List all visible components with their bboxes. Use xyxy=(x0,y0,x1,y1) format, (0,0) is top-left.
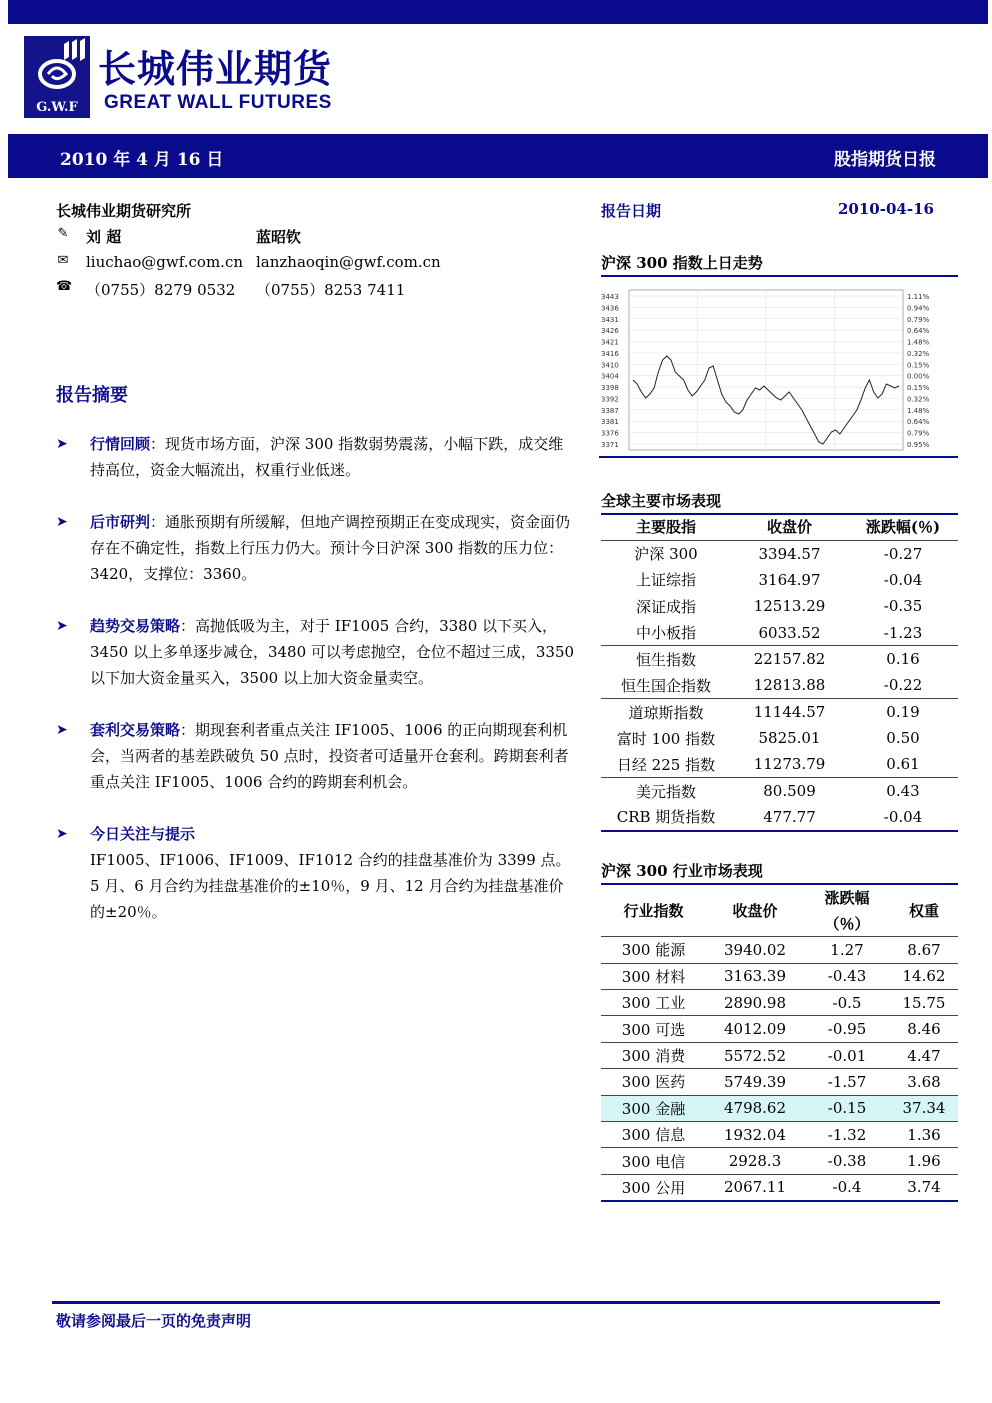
weight-value: 3.74 xyxy=(890,1174,958,1200)
author-email-2[interactable]: lanzhaoqin@gwf.com.cn xyxy=(256,253,441,271)
change-value: 0.43 xyxy=(848,778,958,804)
table-row xyxy=(601,990,958,1016)
y-tick-label-right: 0.95% xyxy=(907,441,930,449)
y-tick-label-right: 0.15% xyxy=(907,384,930,393)
abstract-item-arbitrage-strategy xyxy=(56,717,578,795)
table-row xyxy=(601,1095,958,1121)
title-bar xyxy=(8,134,988,178)
index-name: 恒生指数 xyxy=(601,646,731,672)
industry-name: 300 电信 xyxy=(601,1148,706,1174)
author-names-row xyxy=(56,226,476,248)
change-value: 0.19 xyxy=(848,699,958,725)
y-tick-label-left: 3398 xyxy=(601,384,619,393)
bullet-arrow-icon: ➤ xyxy=(56,722,68,738)
author-phone-1: （0755）8279 0532 xyxy=(86,281,236,299)
weight-value: 4.47 xyxy=(890,1042,958,1068)
table-row xyxy=(601,567,958,593)
close-value: 6033.52 xyxy=(758,623,821,642)
y-tick-label-right: 0.79% xyxy=(907,429,930,438)
y-tick-label-left: 3416 xyxy=(601,349,619,358)
report-date-header: 2010 年 4 月 16 日 xyxy=(60,150,224,170)
y-tick-label-left: 3392 xyxy=(601,395,619,404)
abstract-item-outlook xyxy=(56,509,578,587)
table-row xyxy=(601,620,958,646)
col-header-change-unit: （％） xyxy=(824,914,870,933)
abstract-item-head: 后市研判 xyxy=(90,513,151,531)
edit-icon: ✎ xyxy=(57,226,69,241)
disclaimer-text: 敬请参阅最后一页的免责声明 xyxy=(56,1312,252,1330)
abstract-item-text: 现货市场方面，沪深 300 指数弱势震荡，小幅下跌，成交维持高位，资金大幅流出，权重行业低迷。 xyxy=(90,435,564,479)
table-row xyxy=(601,646,958,672)
y-tick-label-left: 3431 xyxy=(601,315,619,324)
y-tick-label-left: 3371 xyxy=(601,441,619,449)
table-row xyxy=(601,937,958,963)
index-name: 道琼斯指数 xyxy=(601,699,731,725)
index-name: 富时 100 指数 xyxy=(616,729,716,748)
y-tick-label-right: 1.48% xyxy=(907,338,930,347)
change-value: -1.23 xyxy=(883,623,923,642)
industry-name: 300 医药 xyxy=(601,1069,706,1095)
change-value: -0.04 xyxy=(848,804,958,830)
industry-name: 300 能源 xyxy=(601,937,706,963)
close-value: 2067.11 xyxy=(706,1174,804,1200)
close-value: 11144.57 xyxy=(731,699,848,725)
change-value: -0.04 xyxy=(883,570,923,589)
bullet-arrow-icon: ➤ xyxy=(56,436,68,452)
table-row xyxy=(601,752,958,778)
change-value: -0.27 xyxy=(848,540,958,566)
close-value: 477.77 xyxy=(731,804,848,830)
abstract-item-sep: ： xyxy=(150,513,166,531)
change-value: -0.15 xyxy=(804,1095,890,1121)
wall-logo-icon xyxy=(24,36,90,98)
intraday-chart-svg xyxy=(599,276,958,456)
close-value: 3164.97 xyxy=(758,570,821,589)
industry-name: 300 消费 xyxy=(601,1042,706,1068)
table-row xyxy=(601,672,958,698)
col-header-industry: 行业指数 xyxy=(623,901,684,920)
y-tick-label-right: 0.94% xyxy=(907,304,930,313)
weight-value: 15.75 xyxy=(890,990,958,1016)
y-tick-label-right: 1.11% xyxy=(907,293,930,301)
bullet-arrow-icon: ➤ xyxy=(56,514,68,530)
change-value: -0.4 xyxy=(804,1174,890,1200)
author-phones-row xyxy=(56,279,476,301)
industry-name: 300 可选 xyxy=(601,1016,706,1042)
change-value: -0.95 xyxy=(804,1016,890,1042)
table-row xyxy=(601,1069,958,1095)
abstract-item-review xyxy=(56,431,578,483)
close-value: 3940.02 xyxy=(706,937,804,963)
col-header-weight: 权重 xyxy=(908,901,939,920)
chart-title: 沪深 300 指数上日走势 xyxy=(601,252,958,277)
change-value: -0.38 xyxy=(804,1148,890,1174)
y-tick-label-right: 0.00% xyxy=(907,372,930,381)
author-phone-2: （0755）8253 7411 xyxy=(256,281,406,299)
y-tick-label-left: 3443 xyxy=(601,293,619,301)
author-name-2: 蓝昭钦 xyxy=(256,228,302,246)
author-emails-row xyxy=(56,253,476,275)
change-value: 0.16 xyxy=(848,646,958,672)
close-value: 2890.98 xyxy=(706,990,804,1016)
close-value: 12813.88 xyxy=(753,676,826,695)
table-row xyxy=(601,699,958,725)
table-row xyxy=(601,804,958,830)
abstract-item-sep: ： xyxy=(180,617,196,635)
index-name: CRB 期货指数 xyxy=(601,804,731,830)
close-value: 80.509 xyxy=(731,778,848,804)
y-tick-label-right: 0.32% xyxy=(907,349,930,358)
close-value: 12513.29 xyxy=(753,597,826,616)
change-value: -0.22 xyxy=(883,676,923,695)
abstract-item-trend-strategy xyxy=(56,613,578,691)
top-bar xyxy=(8,0,988,24)
change-value: -0.5 xyxy=(804,990,890,1016)
y-tick-label-left: 3410 xyxy=(601,361,619,370)
abstract-item-head: 行情回顾 xyxy=(90,435,151,453)
close-value: 3163.39 xyxy=(706,963,804,989)
report-type-title: 股指期货日报 xyxy=(834,150,936,170)
email-icon: ✉ xyxy=(57,253,69,268)
y-tick-label-right: 0.64% xyxy=(907,418,930,427)
change-value: -0.43 xyxy=(804,963,890,989)
table-row xyxy=(601,1042,958,1068)
abstract-item-sep: ： xyxy=(150,435,166,453)
change-value: -0.01 xyxy=(804,1042,890,1068)
industry-name: 300 材料 xyxy=(601,963,706,989)
industry-name: 300 公用 xyxy=(601,1174,706,1200)
weight-value: 1.96 xyxy=(890,1148,958,1174)
industry-name: 300 信息 xyxy=(601,1122,706,1148)
weight-value: 37.34 xyxy=(890,1095,958,1121)
change-value: 0.61 xyxy=(886,755,920,774)
industry-title: 沪深 300 行业市场表现 xyxy=(601,860,958,885)
index-name: 深证成指 xyxy=(635,597,696,616)
y-tick-label-right: 0.15% xyxy=(907,361,930,370)
table-row xyxy=(601,963,958,989)
global-markets-title: 全球主要市场表现 xyxy=(601,490,958,515)
abstract-item-text: 高抛低吸为主，对于 IF1005 合约，3380 以下买入，3450 以上多单逐步减仓，3480 可以考虑抛空，仓位不超过三成，3350 以下加大资金量买入，3500 以上加大资金量卖空。 xyxy=(90,617,575,687)
y-tick-label-left: 3381 xyxy=(601,418,619,427)
table-row xyxy=(601,1122,958,1148)
abstract-item-text: 期现套利者重点关注 IF1005、1006 的正向期现套利机会，当两者的基差跌破负 50 点时，投资者可适量开仓套利。跨期套利者重点关注 IF1005、1006 合约的跨期套利机会。 xyxy=(90,721,569,791)
change-value: -1.57 xyxy=(804,1069,890,1095)
close-value: 2928.3 xyxy=(706,1148,804,1174)
col-header-close: 收盘价 xyxy=(732,901,778,920)
abstract-item-text: 通胀预期有所缓解，但地产调控预期正在变成现实，资金面仍存在不确定性，指数上行压力仍大。预计今日沪深 300 指数的压力位：3420，支撑位：3360。 xyxy=(90,513,571,583)
industry-name: 300 金融 xyxy=(601,1095,706,1121)
y-tick-label-left: 3404 xyxy=(601,372,619,381)
col-header-close: 收盘价 xyxy=(766,518,812,537)
index-name: 恒生国企指数 xyxy=(620,676,711,695)
close-value: 5572.52 xyxy=(706,1042,804,1068)
abstract-title: 报告摘要 xyxy=(56,385,128,406)
report-date-label: 报告日期 xyxy=(601,202,662,220)
index-name: 美元指数 xyxy=(601,778,731,804)
change-value: -1.32 xyxy=(804,1122,890,1148)
table-row xyxy=(601,1016,958,1042)
bullet-arrow-icon: ➤ xyxy=(56,618,68,634)
weight-value: 3.68 xyxy=(890,1069,958,1095)
bullet-arrow-icon: ➤ xyxy=(56,826,68,842)
notice-text: IF1005、IF1006、IF1009、IF1012 合约的挂盘基准价为 3399 点。5 月、6 月合约为挂盘基准价的±10％，9 月、12 月合约为挂盘基准价的±20％。 xyxy=(90,851,571,921)
index-name: 上证综指 xyxy=(635,571,696,590)
y-tick-label-left: 3376 xyxy=(601,429,619,438)
table-row xyxy=(601,1148,958,1174)
research-institute: 长城伟业期货研究所 xyxy=(56,202,192,220)
change-value: -0.35 xyxy=(883,597,923,616)
weight-value: 8.46 xyxy=(890,1016,958,1042)
close-value: 11273.79 xyxy=(753,755,826,774)
table-row xyxy=(601,1174,958,1200)
abstract-item-head: 套利交易策略 xyxy=(90,721,181,739)
global-markets-table xyxy=(601,514,958,832)
y-tick-label-right: 1.48% xyxy=(907,406,930,415)
close-value: 5825.01 xyxy=(758,729,821,748)
y-tick-label-left: 3421 xyxy=(601,338,619,347)
close-value: 1932.04 xyxy=(706,1122,804,1148)
table-row xyxy=(601,778,958,804)
y-tick-label-left: 3387 xyxy=(601,406,619,415)
change-value: 0.50 xyxy=(886,729,920,748)
y-tick-label-right: 0.64% xyxy=(907,327,930,336)
logo-abbreviation: G.W.F xyxy=(36,100,78,115)
footer-line xyxy=(52,1301,940,1304)
abstract-item-notice xyxy=(56,821,578,925)
table-row xyxy=(601,725,958,751)
change-value: 1.27 xyxy=(804,937,890,963)
index-name: 中小板指 xyxy=(635,624,696,642)
y-tick-label-right: 0.79% xyxy=(907,315,930,324)
table-row xyxy=(601,593,958,619)
y-tick-label-left: 3436 xyxy=(601,304,619,313)
close-value: 4798.62 xyxy=(706,1095,804,1121)
company-logo xyxy=(24,36,90,118)
close-value: 22157.82 xyxy=(731,646,848,672)
index-name: 沪深 300 xyxy=(601,540,731,566)
col-header-change: 涨跌幅 xyxy=(824,888,870,907)
index-intraday-chart xyxy=(599,276,958,458)
abstract-item-head: 趋势交易策略 xyxy=(90,617,181,635)
author-email-1[interactable]: liuchao@gwf.com.cn xyxy=(86,253,244,271)
weight-value: 1.36 xyxy=(890,1122,958,1148)
abstract-item-head: 今日关注与提示 xyxy=(90,825,196,843)
weight-value: 8.67 xyxy=(890,937,958,963)
brand-name-cn: 长城伟业期货 xyxy=(98,47,333,91)
abstract-item-sep: ： xyxy=(180,721,196,739)
weight-value: 14.62 xyxy=(890,963,958,989)
brand-name-en: GREAT WALL FUTURES xyxy=(104,92,332,113)
industry-name: 300 工业 xyxy=(601,990,706,1016)
close-value: 4012.09 xyxy=(706,1016,804,1042)
col-header-index: 主要股指 xyxy=(635,518,696,537)
close-value: 5749.39 xyxy=(706,1069,804,1095)
index-name: 日经 225 指数 xyxy=(616,755,716,774)
industry-table xyxy=(601,884,958,1202)
report-date-value: 2010-04-16 xyxy=(838,200,934,218)
y-tick-label-left: 3426 xyxy=(601,327,619,336)
y-tick-label-right: 0.32% xyxy=(907,395,930,404)
phone-icon: ☎ xyxy=(56,279,73,294)
author-name-1: 刘 超 xyxy=(86,228,122,246)
table-row xyxy=(601,540,958,566)
col-header-change: 涨跌幅(％) xyxy=(865,518,941,537)
close-value: 3394.57 xyxy=(731,540,848,566)
